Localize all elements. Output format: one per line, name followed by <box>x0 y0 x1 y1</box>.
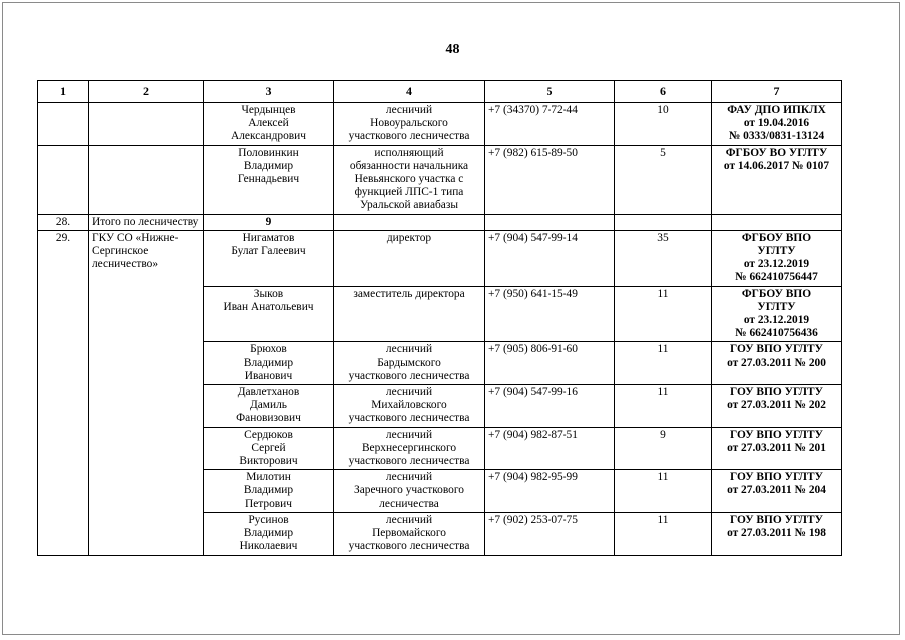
person-name <box>204 230 334 286</box>
training-line: ФГБОУ ВПО <box>741 231 812 244</box>
training-document <box>712 286 842 342</box>
name-line: Алексей <box>248 117 289 130</box>
count-value: 10 <box>615 103 712 146</box>
empty-cell <box>38 145 89 214</box>
name-line: Иванович <box>244 369 293 382</box>
name-line: Давлетханов <box>237 386 300 399</box>
empty-cell <box>712 214 842 230</box>
name-line: Сердюков <box>244 428 293 441</box>
count-value: 11 <box>615 286 712 342</box>
training-line: № 662410756447 <box>735 271 818 284</box>
position-line: лесничий <box>385 513 433 526</box>
count-value: 5 <box>615 145 712 214</box>
training-line: от 19.04.2016 <box>743 117 810 130</box>
person-position <box>334 427 485 470</box>
row-number: 29. <box>38 230 89 555</box>
name-line: Владимир <box>243 484 294 497</box>
person-name <box>204 286 334 342</box>
position-line: Верхнесергинского <box>361 441 457 454</box>
position-line: лесничий <box>385 471 433 484</box>
phone-number: +7 (902) 253-07-75 <box>485 512 615 555</box>
phone-number: +7 (904) 547-99-14 <box>485 230 615 286</box>
position-line: лесничий <box>385 386 433 399</box>
person-position <box>334 342 485 385</box>
name-line: Милотин <box>246 471 291 484</box>
phone-number: +7 (904) 982-87-51 <box>485 427 615 470</box>
empty-cell <box>334 214 485 230</box>
name-line: Брюхов <box>250 343 287 356</box>
person-position <box>334 385 485 428</box>
position-line: Первомайского <box>372 527 446 540</box>
training-line: от 23.12.2019 <box>743 314 810 327</box>
name-line: Фановизович <box>236 412 301 425</box>
person-name <box>204 103 334 146</box>
position-line: участкового лесничества <box>348 412 470 425</box>
empty-cell <box>38 103 89 146</box>
position-line: исполняющий <box>374 146 444 159</box>
name-line: Сергей <box>251 441 286 454</box>
total-value: 9 <box>204 214 334 230</box>
person-name <box>204 385 334 428</box>
empty-cell <box>615 214 712 230</box>
position-line: лесничий <box>385 343 433 356</box>
name-line: Владимир <box>243 527 294 540</box>
position-line: заместитель директора <box>353 287 465 300</box>
training-line: ФГБОУ ВО УГЛТУ <box>725 146 828 159</box>
training-document <box>712 230 842 286</box>
table-row <box>38 230 842 286</box>
person-position <box>334 230 485 286</box>
table-header-row <box>38 81 842 103</box>
name-line: Николаевич <box>239 540 298 553</box>
table-row <box>38 214 842 230</box>
total-label: Итого по лесничеству <box>89 214 204 230</box>
count-value: 11 <box>615 385 712 428</box>
name-line: Геннадьевич <box>237 173 300 186</box>
table-row <box>38 145 842 214</box>
training-line: ФАУ ДПО ИПКЛХ <box>727 104 826 116</box>
name-line: Чердынцев <box>241 104 296 116</box>
person-position <box>334 286 485 342</box>
name-line: Викторович <box>239 455 298 468</box>
phone-number: +7 (950) 641-15-49 <box>485 286 615 342</box>
name-line: Русинов <box>248 513 289 526</box>
training-line: УГЛТУ <box>757 245 796 258</box>
column-header: 1 <box>38 81 89 103</box>
training-line: от 27.03.2011 № 201 <box>727 441 826 454</box>
training-document <box>712 385 842 428</box>
person-name <box>204 512 334 555</box>
position-line: лесничий <box>385 104 433 116</box>
person-position <box>334 103 485 146</box>
person-name <box>204 145 334 214</box>
name-line: Иван Анатольевич <box>223 300 314 313</box>
person-name <box>204 470 334 513</box>
person-position <box>334 512 485 555</box>
forestry-name: ГКУ СО «Нижне-Сергинское лесничество» <box>89 230 204 555</box>
empty-cell <box>485 214 615 230</box>
phone-number: +7 (982) 615-89-50 <box>485 145 615 214</box>
column-header: 6 <box>615 81 712 103</box>
training-document <box>712 342 842 385</box>
position-line: функцией ЛПС-1 типа <box>354 186 464 199</box>
position-line: участкового лесничества <box>348 369 470 382</box>
name-line: Петрович <box>245 497 292 510</box>
training-line: ГОУ ВПО УГЛТУ <box>730 513 823 526</box>
name-line: Нигаматов <box>242 231 295 244</box>
training-line: ГОУ ВПО УГЛТУ <box>730 428 823 441</box>
position-line: участкового лесничества <box>348 540 470 553</box>
page-number: 48 <box>445 42 460 57</box>
position-line: участкового лесничества <box>348 455 470 468</box>
position-line: директор <box>386 231 432 244</box>
count-value: 11 <box>615 342 712 385</box>
training-document <box>712 103 842 146</box>
count-value: 9 <box>615 427 712 470</box>
name-line: Владимир <box>243 356 294 369</box>
empty-cell <box>89 145 204 214</box>
training-line: ГОУ ВПО УГЛТУ <box>730 386 823 399</box>
column-header: 2 <box>89 81 204 103</box>
count-value: 35 <box>615 230 712 286</box>
position-line: Уральской авиабазы <box>359 199 459 212</box>
name-line: Булат Галеевич <box>231 245 306 258</box>
training-document <box>712 470 842 513</box>
name-line: Александрович <box>231 130 306 143</box>
position-line: Новоуральского <box>370 117 448 130</box>
column-header: 7 <box>712 81 842 103</box>
position-line: обязанности начальника <box>349 159 469 172</box>
person-name <box>204 342 334 385</box>
training-line: № 662410756436 <box>735 327 818 340</box>
position-line: участкового лесничества <box>348 130 470 143</box>
table-row <box>38 103 842 146</box>
position-line: Бардымского <box>377 356 441 369</box>
phone-number: +7 (905) 806-91-60 <box>485 342 615 385</box>
phone-number: +7 (34370) 7-72-44 <box>485 103 615 146</box>
phone-number: +7 (904) 982-95-99 <box>485 470 615 513</box>
column-header: 3 <box>204 81 334 103</box>
name-line: Дамиль <box>249 399 287 412</box>
staff-table <box>37 80 842 556</box>
name-line: Владимир <box>243 159 294 172</box>
phone-number: +7 (904) 547-99-16 <box>485 385 615 428</box>
count-value: 11 <box>615 512 712 555</box>
column-header: 5 <box>485 81 615 103</box>
training-line: № 0333/0831-13124 <box>728 130 825 143</box>
training-document <box>712 427 842 470</box>
training-line: от 27.03.2011 № 202 <box>727 399 826 412</box>
training-line: ГОУ ВПО УГЛТУ <box>730 343 823 356</box>
name-line: Зыков <box>253 287 284 300</box>
person-name <box>204 427 334 470</box>
count-value: 11 <box>615 470 712 513</box>
training-line: от 14.06.2017 № 0107 <box>723 159 830 172</box>
training-line: от 27.03.2011 № 200 <box>727 356 826 369</box>
training-document <box>712 512 842 555</box>
position-line: лесничий <box>385 428 433 441</box>
position-line: лесничества <box>379 497 439 510</box>
person-position <box>334 145 485 214</box>
training-line: от 27.03.2011 № 204 <box>727 484 826 497</box>
training-document <box>712 145 842 214</box>
person-position <box>334 470 485 513</box>
training-line: ГОУ ВПО УГЛТУ <box>730 471 823 484</box>
position-line: Невьянского участка с <box>354 173 464 186</box>
name-line: Половинкин <box>238 146 299 159</box>
column-header: 4 <box>334 81 485 103</box>
position-line: Заречного участкового <box>354 484 464 497</box>
row-number: 28. <box>38 214 89 230</box>
training-line: УГЛТУ <box>757 300 796 313</box>
training-line: от 27.03.2011 № 198 <box>727 527 826 540</box>
training-line: ФГБОУ ВПО <box>741 287 812 300</box>
training-line: от 23.12.2019 <box>743 258 810 271</box>
empty-cell <box>89 103 204 146</box>
position-line: Михайловского <box>371 399 447 412</box>
